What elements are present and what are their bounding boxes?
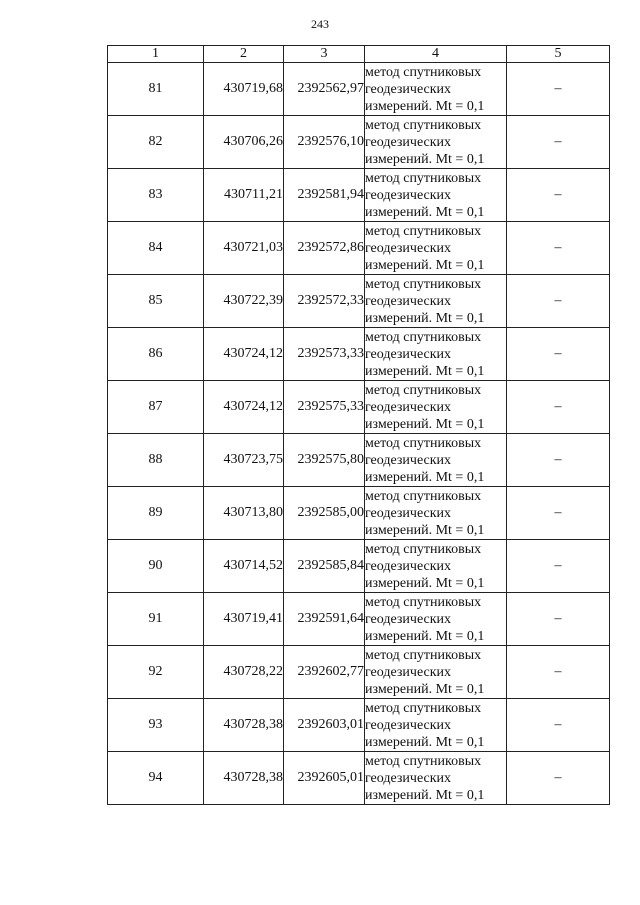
note-cell: – [507,646,610,699]
note-cell: – [507,699,610,752]
table-row [108,699,610,752]
point-number-cell: 91 [108,593,204,646]
note-cell: – [507,169,610,222]
table-row [108,169,610,222]
method-line-3: измерений. Mt = 0,1 [365,204,485,220]
y-coordinate-cell: 2392581,94 [284,169,365,222]
note-cell: – [507,540,610,593]
method-line-2: геодезических [365,346,452,362]
method-line-1: метод спутниковых [365,170,482,186]
method-cell [365,222,507,275]
method-line-2: геодезических [365,187,452,203]
y-coordinate-cell: 2392562,97 [284,63,365,116]
table-row [108,63,610,116]
note-cell: – [507,328,610,381]
point-number-cell: 87 [108,381,204,434]
header-col-3: 3 [284,46,365,63]
point-number-cell: 84 [108,222,204,275]
coordinates-table [107,45,610,805]
x-coordinate-cell: 430719,41 [204,593,284,646]
x-coordinate-cell: 430721,03 [204,222,284,275]
method-cell [365,328,507,381]
method-line-1: метод спутниковых [365,541,482,557]
point-number-cell: 88 [108,434,204,487]
method-cell [365,434,507,487]
table-row [108,487,610,540]
method-line-2: геодезических [365,293,452,309]
method-line-2: геодезических [365,770,452,786]
note-cell: – [507,222,610,275]
y-coordinate-cell: 2392572,33 [284,275,365,328]
method-cell [365,275,507,328]
table-row [108,222,610,275]
method-cell [365,646,507,699]
point-number-cell: 85 [108,275,204,328]
method-line-1: метод спутниковых [365,488,482,504]
method-line-3: измерений. Mt = 0,1 [365,787,485,803]
x-coordinate-cell: 430719,68 [204,63,284,116]
method-cell [365,381,507,434]
x-coordinate-cell: 430723,75 [204,434,284,487]
y-coordinate-cell: 2392585,00 [284,487,365,540]
method-line-3: измерений. Mt = 0,1 [365,469,485,485]
method-line-3: измерений. Mt = 0,1 [365,416,485,432]
table-body [108,63,610,805]
point-number-cell: 93 [108,699,204,752]
method-line-2: геодезических [365,717,452,733]
table-row [108,752,610,805]
y-coordinate-cell: 2392585,84 [284,540,365,593]
method-line-3: измерений. Mt = 0,1 [365,257,485,273]
x-coordinate-cell: 430711,21 [204,169,284,222]
x-coordinate-cell: 430724,12 [204,328,284,381]
point-number-cell: 94 [108,752,204,805]
point-number-cell: 90 [108,540,204,593]
x-coordinate-cell: 430722,39 [204,275,284,328]
table-row [108,540,610,593]
method-line-2: геодезических [365,81,452,97]
table-row [108,381,610,434]
point-number-cell: 92 [108,646,204,699]
table-row [108,116,610,169]
method-line-2: геодезических [365,399,452,415]
method-line-3: измерений. Mt = 0,1 [365,734,485,750]
method-line-3: измерений. Mt = 0,1 [365,522,485,538]
method-line-1: метод спутниковых [365,382,482,398]
method-line-3: измерений. Mt = 0,1 [365,363,485,379]
note-cell: – [507,116,610,169]
table-row [108,434,610,487]
x-coordinate-cell: 430724,12 [204,381,284,434]
x-coordinate-cell: 430706,26 [204,116,284,169]
method-line-2: геодезических [365,611,452,627]
x-coordinate-cell: 430728,22 [204,646,284,699]
y-coordinate-cell: 2392575,80 [284,434,365,487]
note-cell: – [507,752,610,805]
x-coordinate-cell: 430714,52 [204,540,284,593]
y-coordinate-cell: 2392576,10 [284,116,365,169]
table-row [108,328,610,381]
method-line-2: геодезических [365,558,452,574]
header-col-4: 4 [365,46,507,63]
page-number: 243 [311,17,329,31]
table-row [108,275,610,328]
header-col-5: 5 [507,46,610,63]
x-coordinate-cell: 430713,80 [204,487,284,540]
note-cell: – [507,275,610,328]
note-cell: – [507,381,610,434]
point-number-cell: 89 [108,487,204,540]
method-line-3: измерений. Mt = 0,1 [365,681,485,697]
point-number-cell: 83 [108,169,204,222]
method-cell [365,540,507,593]
table-row [108,593,610,646]
method-line-1: метод спутниковых [365,276,482,292]
note-cell: – [507,434,610,487]
header-col-1: 1 [108,46,204,63]
y-coordinate-cell: 2392572,86 [284,222,365,275]
point-number-cell: 81 [108,63,204,116]
method-cell [365,63,507,116]
method-line-1: метод спутниковых [365,117,482,133]
point-number-cell: 86 [108,328,204,381]
y-coordinate-cell: 2392575,33 [284,381,365,434]
x-coordinate-cell: 430728,38 [204,752,284,805]
method-line-3: измерений. Mt = 0,1 [365,151,485,167]
method-line-3: измерений. Mt = 0,1 [365,575,485,591]
x-coordinate-cell: 430728,38 [204,699,284,752]
method-line-2: геодезических [365,134,452,150]
method-cell [365,752,507,805]
method-line-2: геодезических [365,240,452,256]
method-line-2: геодезических [365,505,452,521]
point-number-cell: 82 [108,116,204,169]
method-line-1: метод спутниковых [365,647,482,663]
y-coordinate-cell: 2392605,01 [284,752,365,805]
table-header-row [108,46,610,63]
method-line-3: измерений. Mt = 0,1 [365,628,485,644]
method-line-2: геодезических [365,664,452,680]
method-cell [365,487,507,540]
method-line-1: метод спутниковых [365,64,482,80]
method-cell [365,699,507,752]
method-cell [365,593,507,646]
method-line-1: метод спутниковых [365,594,482,610]
y-coordinate-cell: 2392591,64 [284,593,365,646]
method-cell [365,169,507,222]
note-cell: – [507,63,610,116]
y-coordinate-cell: 2392602,77 [284,646,365,699]
method-line-1: метод спутниковых [365,223,482,239]
method-line-1: метод спутниковых [365,753,482,769]
method-cell [365,116,507,169]
method-line-1: метод спутниковых [365,329,482,345]
table-row [108,646,610,699]
method-line-2: геодезических [365,452,452,468]
note-cell: – [507,487,610,540]
method-line-3: измерений. Mt = 0,1 [365,98,485,114]
header-col-2: 2 [204,46,284,63]
y-coordinate-cell: 2392573,33 [284,328,365,381]
y-coordinate-cell: 2392603,01 [284,699,365,752]
method-line-1: метод спутниковых [365,700,482,716]
method-line-1: метод спутниковых [365,435,482,451]
note-cell: – [507,593,610,646]
method-line-3: измерений. Mt = 0,1 [365,310,485,326]
